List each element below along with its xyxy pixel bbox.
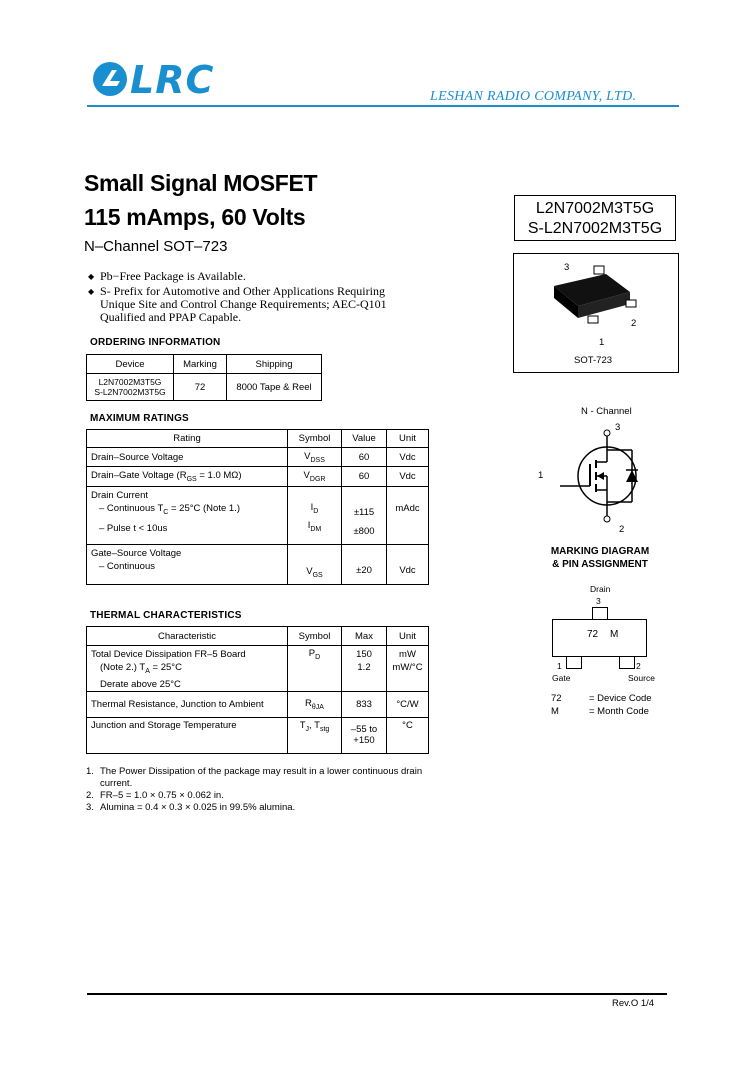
max-ratings-heading: MAXIMUM RATINGS [90,413,189,424]
symbol-sub: DGR [309,475,326,483]
characteristic-text: = 25°C [149,662,182,673]
marking-drain-label: Drain [590,584,611,594]
unit-cell: Vdc [387,467,429,487]
marking-pin2-lead [619,656,635,669]
max-cell [342,717,387,753]
note-text: FR–5 = 1.0 × 0.75 × 0.062 in. [100,790,224,801]
unit-cell: mAdc [387,487,429,545]
rating-text: Gate–Source Voltage [91,548,182,559]
legend-key: M [551,706,559,717]
legend-value: = Month Code [589,706,649,717]
unit: mW/°C [392,662,423,673]
ordering-table [86,354,322,401]
col-header: Device [87,355,174,374]
legend-value: = Device Code [589,693,652,704]
rating-cell: Drain–Source Voltage [87,448,288,467]
table-row [87,717,429,753]
max-value: –55 to [350,723,378,735]
value: ±115 [353,507,375,518]
symbol-sub: J [305,725,310,733]
symbol [292,501,337,519]
symbol: P [308,648,316,659]
value-cell: 60 [342,448,387,467]
symbol-cell [288,691,342,717]
characteristic-text: Derate above 25°C [100,678,181,690]
characteristic-cell [87,646,288,692]
symbol-cell [288,467,342,487]
rating-cell [87,545,288,585]
device-name: S-L2N7002M3T5G [94,387,166,397]
marking-pin1-lead [566,656,582,669]
table-row [87,646,429,692]
max-cell [342,646,387,692]
marking-cell: 72 [174,374,227,401]
package-pin1-label: 1 [599,337,605,348]
unit-cell: Vdc [387,545,429,585]
symbol-sub: stg [319,725,330,733]
marking-package-body [552,619,647,657]
feature-item [88,270,418,283]
characteristic-text: (Note 2.) T [100,662,146,673]
symbol: V [303,470,310,482]
marking-title [535,545,665,571]
col-header: Characteristic [87,627,288,646]
max-value: +150 [353,734,375,746]
table-row [87,691,429,717]
characteristic-text: Total Device Dissipation FR–5 Board [91,649,246,660]
unit-cell: °C [387,717,429,753]
legend-key: 72 [551,693,562,704]
symbol-cell [288,487,342,545]
col-header: Symbol [288,430,342,448]
revision-page: Rev.O 1/4 [612,998,655,1009]
title-line-2: 115 mAmps, 60 Volts [84,204,306,230]
feature-text: Pb−Free Package is Available. [100,269,246,283]
rating-text: = 1.0 MΩ) [196,470,242,482]
marking-source-label: Source [628,673,655,683]
rating-text: – Continuous T [99,503,164,514]
rating-text: Drain Current [91,490,149,501]
symbol-sub: GS [312,572,323,579]
symbol-sub: D [315,653,321,661]
value-cell: 60 [342,467,387,487]
company-name: LESHAN RADIO COMPANY, LTD. [430,89,637,104]
bullet-icon: ◆ [88,287,95,296]
note-number: 1. [86,766,94,777]
marking-gate-label: Gate [552,673,571,683]
package-box [513,253,679,373]
symbol: I [310,502,314,513]
symbol: , T [309,719,320,731]
legend-item [551,705,652,718]
symbol: R [305,697,312,709]
symbol-sub: θJA [311,703,324,711]
unit-cell: Vdc [387,448,429,467]
value: ±800 [353,526,375,537]
symbol-cell [288,545,342,585]
shipping-cell: 8000 Tape & Reel [227,374,322,401]
unit-cell [387,646,429,692]
symbol [292,519,337,537]
package-pin2-label: 2 [631,318,637,329]
col-header: Symbol [288,627,342,646]
note-item [86,790,436,802]
part-number-1: L2N7002M3T5G [535,200,655,217]
max-value: 150 [356,649,372,660]
thermal-table [86,626,429,754]
feature-text: S- Prefix for Automotive and Other Applications Requiring Unique Site and Control Change Requirements; AEC-Q101 Qualified and PPAP Capable. [100,284,387,324]
note-item [86,766,436,790]
package-name: SOT-723 [574,355,613,366]
schematic-pin1-label: 1 [538,470,544,481]
rating-text: Drain–Gate Voltage (R [91,470,187,482]
symbol: T [299,719,306,731]
ordering-heading: ORDERING INFORMATION [90,337,221,348]
notes [86,766,436,814]
marking-pin2-label: 2 [636,661,641,671]
device-cell [87,374,174,401]
feature-item [88,285,418,324]
marking-pin3-label: 3 [596,596,601,606]
schematic-pin3-label: 3 [615,422,621,433]
symbol-cell [288,717,342,753]
marking-title-line: & PIN ASSIGNMENT [552,559,648,570]
max-ratings-table [86,429,429,585]
schematic-title: N - Channel [581,406,632,417]
col-header: Marking [174,355,227,374]
table-row [87,545,429,585]
symbol: V [306,566,313,578]
schematic-pin2-label: 2 [619,524,625,535]
symbol-sub: D [313,507,319,515]
col-header: Unit [387,430,429,448]
logo-text: LRC [130,58,215,102]
marking-device-code: 72 [587,629,599,640]
marking-legend [551,692,652,718]
header-divider [87,105,679,107]
unit: mW [399,649,416,660]
col-header: Rating [87,430,288,448]
rating-sub: C [163,508,169,516]
logo-mark [93,62,127,96]
logo-swoosh-icon [93,62,127,96]
note-number: 3. [86,802,94,813]
title-line-3: N–Channel SOT–723 [84,238,228,255]
symbol: I [307,519,311,531]
symbol-cell [288,646,342,692]
max-value: 1.2 [357,662,371,673]
characteristic-cell: Junction and Storage Temperature [87,717,288,753]
table-row [87,467,429,487]
marking-title-line: MARKING DIAGRAM [550,546,650,557]
rating-cell [87,467,288,487]
thermal-heading: THERMAL CHARACTERISTICS [90,610,242,621]
symbol: V [304,450,311,462]
rating-text [91,502,283,519]
rating-sub: GS [186,475,197,483]
legend-item [551,692,652,705]
footer-divider [87,993,667,995]
unit-cell: °C/W [387,691,429,717]
bullet-icon: ◆ [88,272,95,281]
symbol-sub: DM [310,525,322,533]
table-row [87,448,429,467]
title-line-1: Small Signal MOSFET [84,170,318,196]
value-cell: ±20 [342,545,387,585]
note-text: Alumina = 0.4 × 0.3 × 0.025 in 99.5% alumina. [100,802,296,813]
rating-text: – Pulse t < 10us [99,522,168,534]
characteristic-cell: Thermal Resistance, Junction to Ambient [87,691,288,717]
part-number-box [514,195,676,241]
value-cell [342,487,387,545]
part-number-2: S-L2N7002M3T5G [527,220,663,237]
note-text: The Power Dissipation of the package may result in a lower continuous drain current. [100,766,423,789]
rating-text: – Continuous [99,561,155,572]
device-name: L2N7002M3T5G [98,377,162,387]
col-header: Max [342,627,387,646]
symbol-cell [288,448,342,467]
col-header: Unit [387,627,429,646]
mosfet-schematic-icon [560,420,660,532]
max-cell: 833 [342,691,387,717]
rating-text: = 25°C (Note 1.) [168,503,240,514]
rating-cell [87,487,288,545]
characteristic-sub: A [145,667,150,675]
table-row [87,487,429,545]
marking-month-code: M [610,629,619,640]
package-pin3-label: 3 [564,262,570,273]
note-number: 2. [86,790,94,801]
characteristic-text [91,661,283,678]
note-item [86,802,436,814]
col-header: Value [342,430,387,448]
feature-list [88,270,418,324]
col-header: Shipping [227,355,322,374]
symbol-sub: DSS [310,456,325,464]
marking-pin1-label: 1 [557,661,562,671]
